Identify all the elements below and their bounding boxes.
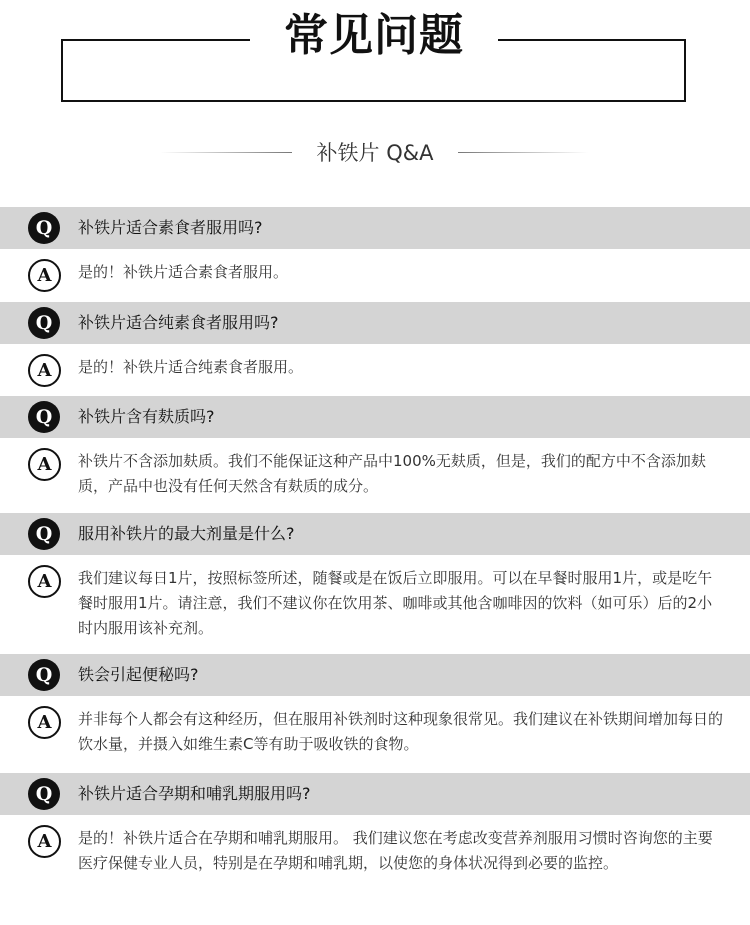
question-icon: Q — [28, 307, 60, 339]
qa-item — [0, 654, 750, 753]
page-title: 常见问题 — [284, 10, 464, 61]
question-icon: Q — [28, 401, 60, 433]
question-bar — [0, 773, 750, 815]
page-subtitle: 补铁片 Q&A — [316, 141, 434, 165]
answer-icon: A — [28, 354, 61, 387]
answer-icon: A — [28, 825, 61, 858]
answer-icon: A — [28, 448, 61, 481]
question-icon: Q — [28, 778, 60, 810]
answer-text: 是的！补铁片适合素食者服用。 — [78, 263, 289, 281]
question-icon: Q — [28, 659, 60, 691]
answer-text: 是的！补铁片适合纯素食者服用。 — [78, 358, 304, 376]
answer-icon: A — [28, 565, 61, 598]
question-bar — [0, 302, 750, 344]
qa-item — [0, 396, 750, 495]
answer-text: 我们建议每日1片，按照标签所述，随餐或是在饭后立即服用。可以在早餐时服用1片，或是吃午餐时服用1片。请注意，我们不建议你在饮用茶、咖啡或其他含咖啡因的饮料（如可乐）后的2小时内服用该补充剂。 — [78, 569, 713, 637]
question-bar — [0, 654, 750, 696]
answer-icon: A — [28, 259, 61, 292]
question-text: 服用补铁片的最大剂量是什么? — [78, 524, 295, 543]
question-bar — [0, 396, 750, 438]
answer-text: 是的！补铁片适合在孕期和哺乳期服用。 我们建议您在考虑改变营养剂服用习惯时咨询您的主要医疗保健专业人员，特别是在孕期和哺乳期，以使您的身体状况得到必要的监控。 — [78, 829, 713, 872]
question-text: 补铁片适合纯素食者服用吗? — [78, 313, 279, 332]
subtitle-divider-right — [458, 152, 588, 153]
answer-text: 并非每个人都会有这种经历，但在服用补铁剂时这种现象很常见。我们建议在补铁期间增加每日的饮水量，并摄入如维生素C等有助于吸收铁的食物。 — [78, 710, 724, 753]
answer-text: 补铁片不含添加麸质。我们不能保证这种产品中100%无麸质，但是，我们的配方中不含添加麸质，产品中也没有任何天然含有麸质的成分。 — [78, 452, 706, 495]
qa-item — [0, 773, 750, 872]
qa-item — [0, 302, 750, 381]
qa-item — [0, 513, 750, 637]
question-bar — [0, 513, 750, 555]
question-text: 补铁片适合孕期和哺乳期服用吗? — [78, 784, 311, 803]
subtitle-divider-left — [160, 152, 292, 153]
question-icon: Q — [28, 518, 60, 550]
question-text: 铁会引起便秘吗? — [78, 665, 199, 684]
qa-item — [0, 207, 750, 286]
answer-icon: A — [28, 706, 61, 739]
question-bar — [0, 207, 750, 249]
question-icon: Q — [28, 212, 60, 244]
question-text: 补铁片含有麸质吗? — [78, 407, 215, 426]
question-text: 补铁片适合素食者服用吗? — [78, 218, 263, 237]
